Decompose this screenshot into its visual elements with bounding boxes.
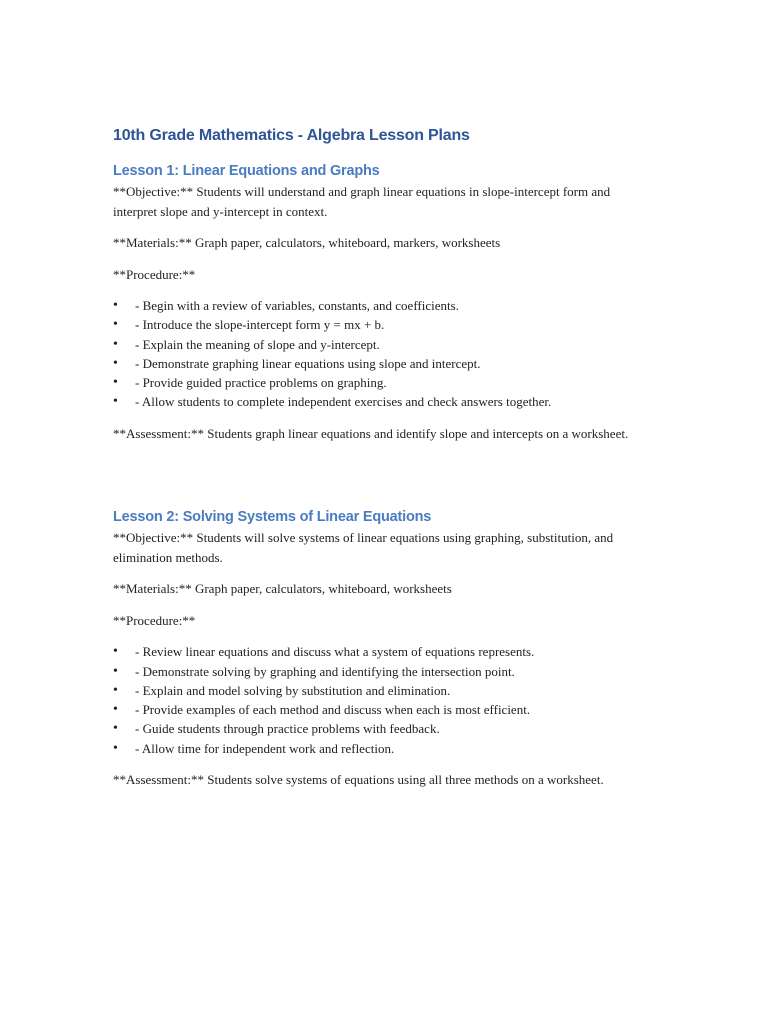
lesson-2-procedure-label: **Procedure:** — [113, 612, 196, 628]
bullet-icon: • — [113, 317, 118, 333]
list-item: • - Provide guided practice problems on graphing. — [113, 373, 653, 392]
lesson-1-procedure-label: **Procedure:** — [113, 266, 196, 282]
list-item: • - Allow time for independent work and reflection. — [113, 739, 653, 758]
lesson-1-assessment: **Assessment:** Students graph linear equations and identify slope and intercepts on a worksheet. — [113, 425, 629, 441]
bullet-icon: • — [113, 663, 118, 679]
list-item: • - Provide examples of each method and discuss when each is most efficient. — [113, 700, 653, 719]
lesson-2-heading: Lesson 2: Solving Systems of Linear Equations — [113, 509, 432, 526]
list-item: • - Review linear equations and discuss what a system of equations represents. — [113, 642, 653, 661]
lesson-2-section — [113, 506, 653, 789]
bullet-icon: • — [113, 740, 118, 756]
bullet-icon: • — [113, 298, 118, 313]
list-item: • - Explain the meaning of slope and y-intercept. — [113, 335, 653, 354]
lesson-2-materials: **Materials:** Graph paper, calculators, whiteboard, worksheets — [113, 581, 452, 597]
bullet-icon: • — [113, 375, 118, 391]
bullet-icon: • — [113, 394, 118, 410]
lesson-1-heading: Lesson 1: Linear Equations and Graphs — [113, 163, 380, 179]
list-item: • - Allow students to complete independent exercises and check answers together. — [113, 392, 653, 411]
list-item: • - Demonstrate graphing linear equations using slope and intercept. — [113, 354, 653, 373]
list-item: • - Guide students through practice problems with feedback. — [113, 719, 653, 738]
lesson-2-assessment: **Assessment:** Students solve systems of equations using all three methods on a worksheet. — [113, 772, 604, 788]
document-title: 10th Grade Mathematics - Algebra Lesson Plans — [113, 127, 470, 144]
lesson-1-objective: **Objective:** Students will understand and graph linear equations in slope-intercept form and interpret slope and y-intercept in context. — [113, 184, 611, 219]
lesson-1-section — [113, 160, 653, 443]
lesson-2-procedure-list — [113, 642, 653, 758]
document-body — [113, 124, 653, 790]
bullet-icon: • — [113, 702, 118, 718]
list-item: • - Demonstrate solving by graphing and identifying the intersection point. — [113, 662, 653, 681]
bullet-icon: • — [113, 682, 118, 698]
list-item: • - Begin with a review of variables, constants, and coefficients. — [113, 296, 653, 315]
list-item: • - Explain and model solving by substitution and elimination. — [113, 681, 653, 700]
list-item: • - Introduce the slope-intercept form y = mx + b. — [113, 315, 653, 334]
bullet-icon: • — [113, 721, 118, 737]
lesson-2-objective: **Objective:** Students will solve systems of linear equations using graphing, substitution, and elimination methods. — [113, 530, 614, 565]
bullet-icon: • — [113, 336, 118, 352]
lesson-1-procedure-list — [113, 296, 653, 412]
lesson-1-materials: **Materials:** Graph paper, calculators, whiteboard, markers, worksheets — [113, 235, 501, 250]
bullet-icon: • — [113, 644, 118, 660]
bullet-icon: • — [113, 355, 118, 371]
